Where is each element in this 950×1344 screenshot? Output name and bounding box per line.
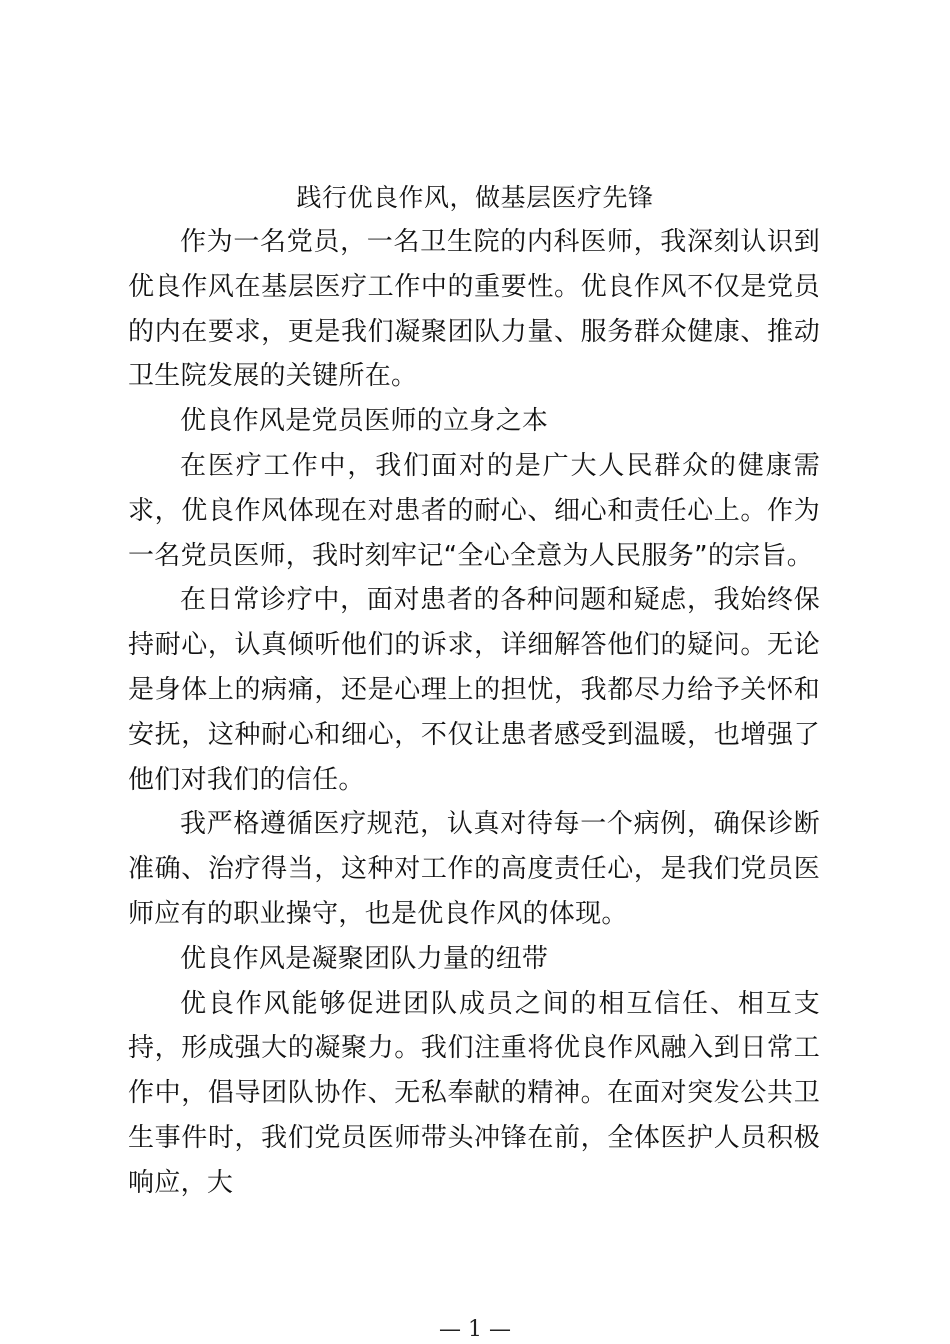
paragraph-intro: 作为一名党员，一名卫生院的内科医师，我深刻认识到优良作风在基层医疗工作中的重要性。优良作风不仅是党员的内在要求，更是我们凝聚团队力量、服务群众健康、推动卫生院发展的关键所在。 [128, 227, 820, 392]
section-heading-1: 优良作风是党员医师的立身之本 [180, 406, 549, 437]
page-number: — 1 — [439, 1317, 511, 1342]
document-body [128, 220, 820, 1206]
section-heading-2: 优良作风是凝聚团队力量的纽带 [180, 943, 549, 974]
paragraph-section1-2: 在日常诊疗中，面对患者的各种问题和疑虑，我始终保持耐心，认真倾听他们的诉求，详细解答他们的疑问。无论是身体上的病痛，还是心理上的担忧，我都尽力给予关怀和安抚，这种耐心和细心，不仅让患者感受到温暖，也增强了他们对我们的信任。 [128, 585, 820, 795]
paragraph-section1-1: 在医疗工作中，我们面对的是广大人民群众的健康需求，优良作风体现在对患者的耐心、细心和责任心上。作为一名党员医师，我时刻牢记“全心全意为人民服务”的宗旨。 [128, 450, 820, 571]
paragraph-section1-3: 我严格遵循医疗规范，认真对待每一个病例，确保诊断准确、治疗得当，这种对工作的高度责任心，是我们党员医师应有的职业操守，也是优良作风的体现。 [128, 809, 820, 929]
document-title: 践行优良作风，做基层医疗先锋 [296, 183, 654, 212]
paragraph-section2-1: 优良作风能够促进团队成员之间的相互信任、相互支持，形成强大的凝聚力。我们注重将优良作风融入到日常工作中，倡导团队协作、无私奉献的精神。在面对突发公共卫生事件时，我们党员医师带头冲锋在前，全体医护人员积极响应，大 [128, 988, 820, 1198]
